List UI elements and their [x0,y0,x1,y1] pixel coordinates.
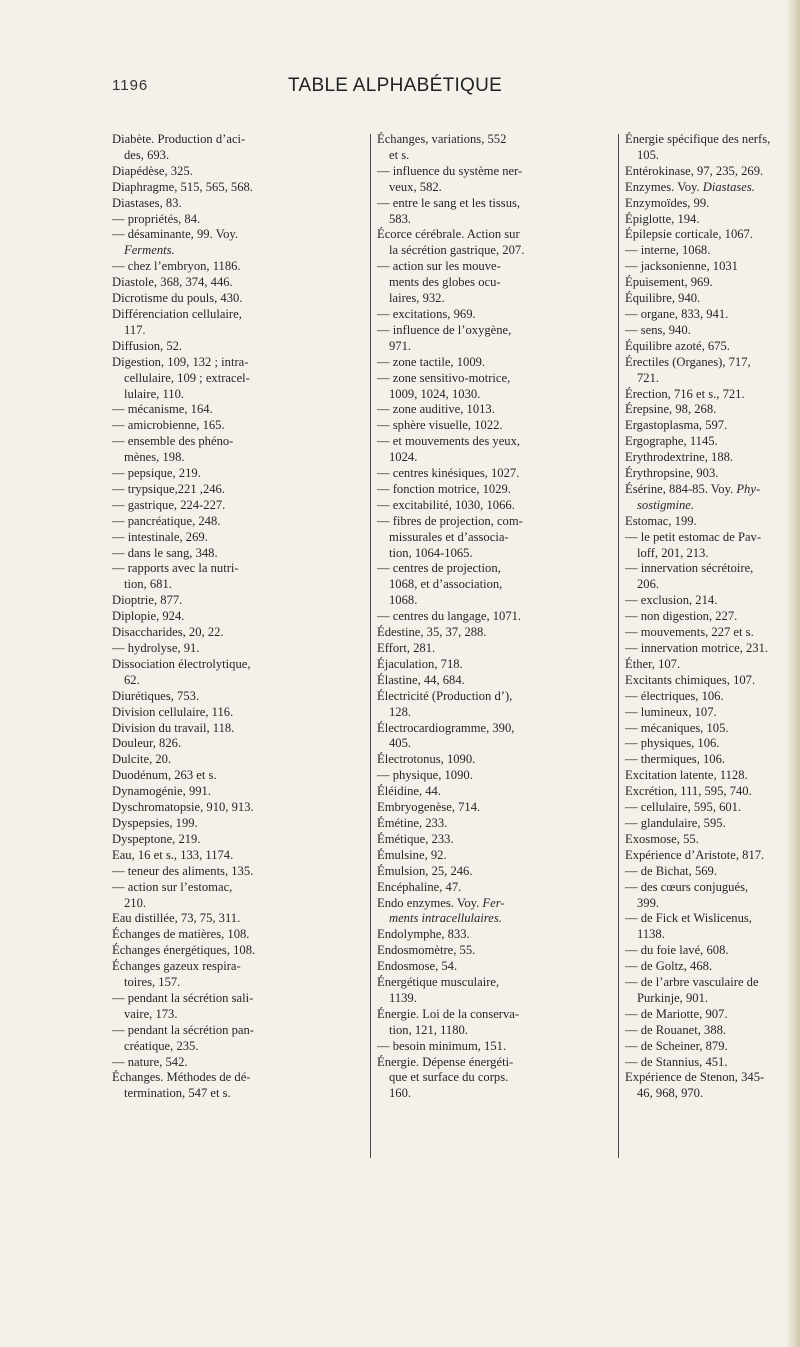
index-entry-continuation: Purkinje, 901. [637,990,709,1005]
index-entry-continuation: 1024. [389,450,418,465]
index-entry-continuation: 1009, 1024, 1030. [389,386,481,401]
index-entry-continuation: tion, 1064-1065. [389,545,473,560]
index-entry: Diastases, 83. [112,195,182,210]
index-entry: — innervation motrice, 231. [625,641,769,655]
index-entry: Diapédèse, 325. [112,163,193,178]
index-entry-continuation: 1068, et d’association, [389,577,503,592]
index-entry: Échanges énergétiques, 108. [112,943,256,958]
index-entry: Épiglotte, 194. [625,211,700,226]
index-entry: — de Fick et Wislicenus, [625,911,752,926]
index-entry-continuation: toires, 157. [124,975,181,990]
index-entry: — rapports avec la nutri- [112,561,239,576]
index-entry: — physiques, 106. [625,736,720,751]
index-entry: Dyspeptone, 219. [112,831,201,846]
index-entry: Échanges, variations, 552 [377,132,507,146]
index-entry-continuation: 46, 968, 970. [637,1086,704,1101]
index-entry: — de Rouanet, 388. [625,1022,727,1037]
index-entry: Ergographe, 1145. [625,434,718,449]
index-entry: Échanges. Méthodes de dé- [112,1070,251,1085]
index-entry: — propriétés, 84. [112,211,201,226]
index-entry: — interne, 1068. [625,243,711,258]
index-entry: Duodénum, 263 et s. [112,768,217,783]
index-entry-continuation: 128. [389,704,412,719]
index-entry-continuation: 583. [389,211,412,226]
page-number: 1196 [112,77,149,94]
index-entry: — physique, 1090. [377,768,473,783]
index-entry: Échanges gazeux respira- [112,959,241,974]
index-entry: Dioptrie, 877. [112,593,183,608]
index-entry: Endosmomètre, 55. [377,943,476,958]
index-entry-continuation: et s. [389,147,410,162]
index-entry-continuation: la sécrétion gastrique, 207. [389,243,525,258]
index-entry: Épuisement, 969. [625,275,713,290]
index-entry-continuation: ments des globes ocu- [389,275,501,290]
index-entry: Épilepsie corticale, 1067. [625,227,753,242]
index-entry: Endolymphe, 833. [377,927,470,942]
index-entry: Écorce cérébrale. Action sur [377,227,520,242]
index-entry: — cellulaire, 595, 601. [625,800,742,815]
index-entry: — excitabilité, 1030, 1066. [377,497,515,512]
index-entry: Dulcite, 20. [112,752,172,767]
index-entry: — mécanisme, 164. [112,402,213,417]
index-entry: Enzymoïdes, 99. [625,195,710,210]
index-entry: — thermiques, 106. [625,752,726,767]
index-entry: — glandulaire, 595. [625,815,726,830]
column-rule [618,134,619,1158]
index-entry: Effort, 281. [377,641,436,655]
index-entry-continuation: laires, 932. [389,291,445,306]
index-entry: Émulsion, 25, 246. [377,863,473,878]
index-entry: — amicrobienne, 165. [112,418,225,433]
index-entry: Diaphragme, 515, 565, 568. [112,179,253,194]
index-entry: Diplopie, 924. [112,609,185,624]
index-entry: Dicrotisme du pouls, 430. [112,291,243,306]
index-entry-continuation: 971. [389,338,412,353]
index-entry: — innervation sécrétoire, [625,561,754,576]
index-entry: Excrétion, 111, 595, 740. [625,784,752,799]
index-entry: — de l’arbre vasculaire de [625,975,759,990]
index-entry: Érectiles (Organes), 717, [625,354,751,369]
index-entry: Érepsine, 98, 268. [625,402,717,417]
index-entry: — mouvements, 227 et s. [625,625,754,640]
index-entry-continuation: loff, 201, 213. [637,545,709,560]
index-entry: Dynamogénie, 991. [112,784,211,799]
index-entry: — trypsique,221 ,246. [112,481,225,496]
index-entry: Expérience de Stenon, 345- [625,1070,765,1085]
index-entry: Endo enzymes. Voy. Fer- [377,895,505,910]
index-entry-continuation: 210. [124,895,147,910]
index-entry: Élastine, 44, 684. [377,672,465,687]
index-entry: — mécaniques, 105. [625,720,729,735]
index-entry: Dyspepsies, 199. [112,815,198,830]
index-entry: Expérience d’Aristote, 817. [625,847,765,862]
index-entry-continuation: 1139. [389,990,417,1005]
index-entry-continuation: 62. [124,672,140,687]
index-entry-continuation: vaire, 173. [124,1006,178,1021]
index-entry: — centres kinésiques, 1027. [377,466,520,481]
index-entry: — dans le sang, 348. [112,545,218,560]
index-entry: — pancréatique, 248. [112,513,221,528]
index-entry-continuation: 206. [637,577,660,592]
index-entry-continuation: 721. [637,370,660,385]
index-entry: — de Mariotte, 907. [625,1006,728,1021]
index-entry-continuation: tion, 681. [124,577,172,592]
index-entry-continuation: créatique, 235. [124,1038,199,1053]
index-entry: — entre le sang et les tissus, [377,195,521,210]
index-entry: Équilibre, 940. [625,291,701,306]
index-entry: Entérokinase, 97, 235, 269. [625,163,764,178]
index-entry: Diabète. Production d’aci- [112,132,246,146]
index-entry: — sens, 940. [625,322,691,337]
index-entry: — influence du système ner- [377,163,523,178]
index-entry: Diurétiques, 753. [112,688,200,703]
index-entry: — zone sensitivo-motrice, [377,370,511,385]
running-title: TABLE ALPHABÉTIQUE [288,75,503,96]
index-entry: Diffusion, 52. [112,338,183,353]
index-entry: Excitants chimiques, 107. [625,672,756,687]
index-entry-continuation: des, 693. [124,147,170,162]
index-entry-continuation: mènes, 198. [124,450,185,465]
index-entry: Eau, 16 et s., 133, 1174. [112,847,234,862]
index-entry: — fonction motrice, 1029. [377,481,511,496]
index-entry: — du foie lavé, 608. [625,943,729,958]
index-entry: Éjaculation, 718. [377,656,463,671]
index-entry-continuation: 405. [389,736,412,751]
index-entry: — fibres de projection, com- [377,513,523,528]
index-entry: — pendant la sécrétion pan- [112,1022,254,1037]
index-entry: — intestinale, 269. [112,529,208,544]
index-entry: — nature, 542. [112,1054,188,1069]
index-entry-continuation: 399. [637,895,660,910]
index-entry: Douleur, 826. [112,736,182,751]
index-entry: — centres du langage, 1071. [377,609,522,624]
index-entry-continuation: sostigmine. [637,497,695,512]
index-entry: Excitation latente, 1128. [625,768,748,783]
index-entry: Électrocardiogramme, 390, [377,720,515,735]
index-entry: — action sur les mouve- [377,259,501,274]
index-entry: — de Goltz, 468. [625,959,713,974]
index-entry-continuation: Ferments. [124,243,175,258]
index-entry: — et mouvements des yeux, [377,434,521,449]
index-entry: Érythropsine, 903. [625,466,719,481]
index-entry: Énergétique musculaire, [377,975,500,990]
index-entry: — influence de l’oxygène, [377,322,512,337]
index-column-2 [377,132,615,1102]
index-entry: — hydrolyse, 91. [112,641,200,655]
index-entry: Éther, 107. [625,656,681,671]
index-entry: — jacksonienne, 1031 [625,259,738,274]
index-entry: Électricité (Production d’), [377,688,513,703]
index-entry: Disaccharides, 20, 22. [112,625,224,640]
index-entry: Diastole, 368, 374, 446. [112,275,233,290]
index-entry-continuation: 1138. [637,927,665,942]
index-entry: Encéphaline, 47. [377,879,462,894]
index-entry-continuation: ments intracellulaires. [389,911,502,926]
index-entry: Digestion, 109, 132 ; intra- [112,354,249,369]
index-entry: Exosmose, 55. [625,831,699,846]
index-entry: — le petit estomac de Pav- [625,529,762,544]
page-header [0,77,800,105]
index-entry: — de Stannius, 451. [625,1054,728,1069]
index-entry-continuation: veux, 582. [389,179,442,194]
index-entry-continuation: lulaire, 110. [124,386,185,401]
index-entry: Énergie. Dépense énergéti- [377,1054,514,1069]
index-entry: Dissociation électrolytique, [112,656,251,671]
index-entry: Endosmose, 54. [377,959,458,974]
index-entry-continuation: tion, 121, 1180. [389,1022,468,1037]
index-entry: Ergastoplasma, 597. [625,418,728,433]
index-entry: — pepsique, 219. [112,466,201,481]
index-entry-continuation: 117. [124,322,146,337]
index-entry: Erythrodextrine, 188. [625,450,734,465]
index-entry: Enzymes. Voy. Diastases. [625,179,755,194]
index-entry: Dyschromatopsie, 910, 913. [112,800,254,815]
index-entry-continuation: 105. [637,147,660,162]
column-rule [370,134,371,1158]
index-entry: Eau distillée, 73, 75, 311. [112,911,241,926]
page-edge-shadow [786,0,800,1347]
index-entry-continuation: missurales et d’associa- [389,529,509,544]
index-entry: Énergie spécifique des nerfs, [625,132,771,146]
index-entry: — zone tactile, 1009. [377,354,486,369]
index-entry-continuation: cellulaire, 109 ; extracel- [124,370,250,385]
index-entry: Estomac, 199. [625,513,697,528]
index-entry: Émulsine, 92. [377,847,447,862]
index-column-1 [112,132,362,1102]
index-entry: — gastrique, 224-227. [112,497,226,512]
index-entry: — sphère visuelle, 1022. [377,418,503,433]
index-entry: — non digestion, 227. [625,609,738,624]
index-entry-continuation: que et surface du corps. [389,1070,509,1085]
index-entry: — de Scheiner, 879. [625,1038,728,1053]
index-entry: Division cellulaire, 116. [112,704,234,719]
index-entry: Érection, 716 et s., 721. [625,386,745,401]
index-entry: — organe, 833, 941. [625,306,729,321]
index-entry-continuation: termination, 547 et s. [124,1086,231,1101]
index-entry: — des cœurs conjugués, [625,879,749,894]
index-entry-continuation: 160. [389,1086,412,1101]
index-entry: — pendant la sécrétion sali- [112,990,254,1005]
index-entry: — excitations, 969. [377,306,476,321]
index-entry: — lumineux, 107. [625,704,717,719]
index-entry: — besoin minimum, 151. [377,1038,507,1053]
index-entry: Émétine, 233. [377,815,448,830]
index-entry: — de Bichat, 569. [625,863,717,878]
index-entry: — ensemble des phéno- [112,434,234,449]
index-entry: Différenciation cellulaire, [112,306,242,321]
index-entry: — teneur des aliments, 135. [112,863,254,878]
index-entry: Division du travail, 118. [112,720,235,735]
index-column-3 [625,132,785,1102]
index-entry: Échanges de matières, 108. [112,927,250,942]
index-entry-continuation: 1068. [389,593,418,608]
index-entry: Équilibre azoté, 675. [625,338,730,353]
index-entry: — chez l’embryon, 1186. [112,259,241,274]
index-entry: Embryogenèse, 714. [377,800,481,815]
index-entry: Édestine, 35, 37, 288. [377,625,487,640]
index-entry: Éléidine, 44. [377,784,442,799]
index-entry: — action sur l’estomac, [112,879,233,894]
index-entry: — centres de projection, [377,561,501,576]
index-entry: Énergie. Loi de la conserva- [377,1006,520,1021]
index-entry: — électriques, 106. [625,688,724,703]
index-entry: Ésérine, 884-85. Voy. Phy- [625,481,761,496]
index-entry: Électrotonus, 1090. [377,752,476,767]
index-entry: Émétique, 233. [377,831,454,846]
index-entry: — exclusion, 214. [625,593,718,608]
index-entry: — zone auditive, 1013. [377,402,495,417]
index-entry: — désaminante, 99. Voy. [112,227,239,242]
